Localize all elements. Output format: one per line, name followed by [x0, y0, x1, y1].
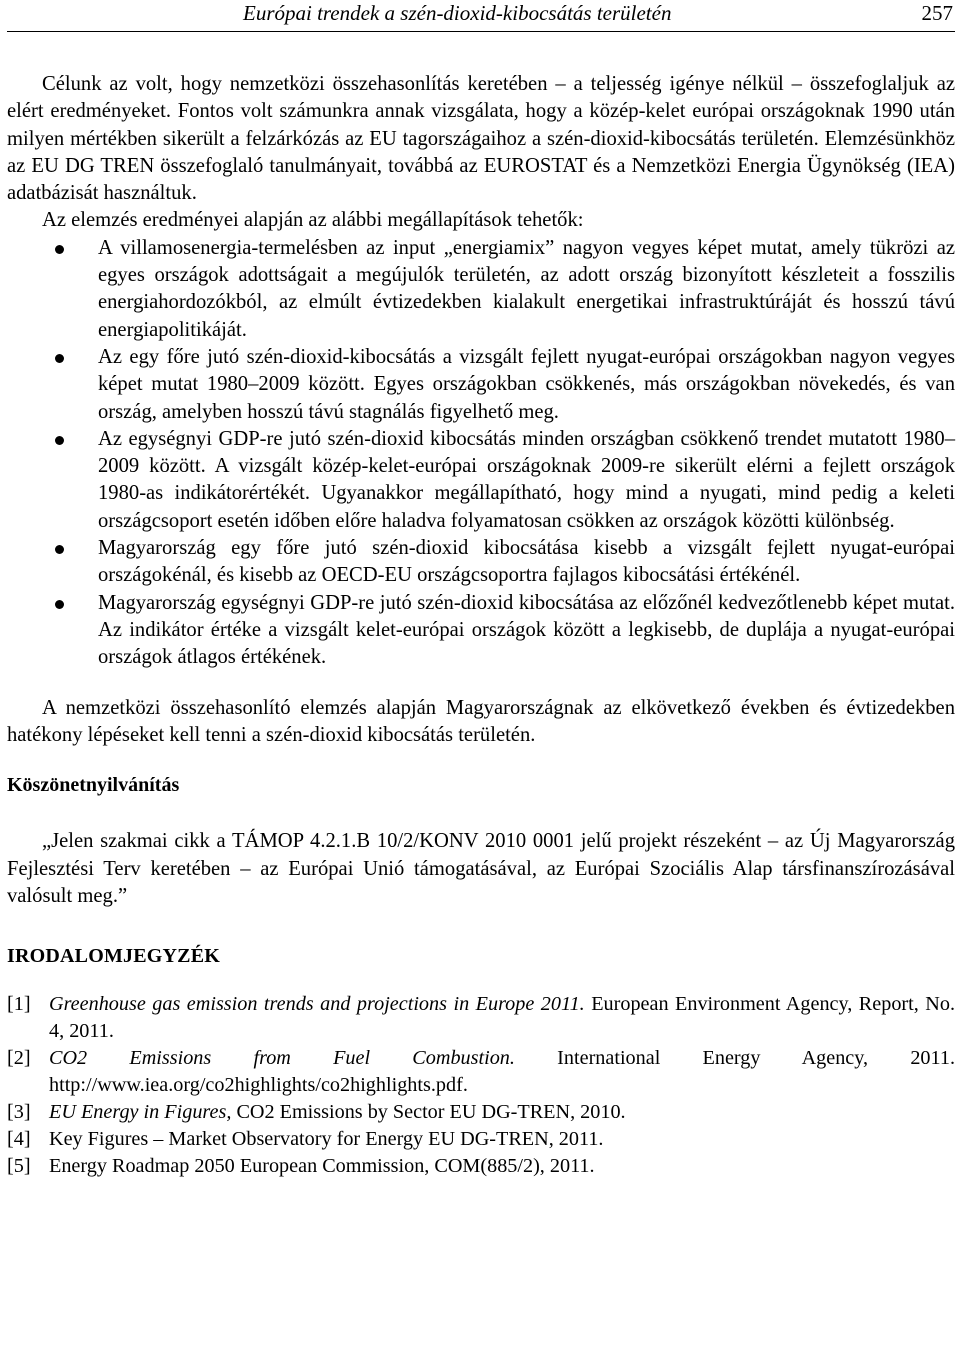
reference-number: [3] — [7, 1100, 31, 1123]
reference-details: International Energy Agency, 2011. http://www.iea.org/co2highlights/co2highlights.pdf. — [49, 1046, 955, 1096]
reference-details: CO2 Emissions by Sector EU DG-TREN, 2010. — [231, 1100, 626, 1123]
reference-details: European Environment Agency, Report, No. 4, 2011. — [49, 992, 955, 1042]
page — [7, 0, 955, 1180]
finding-text: Magyarország egy főre jutó szén-dioxid kibocsátása kisebb a vizsgált fejlett nyugat-európai országokénál, és kisebb az OECD-EU országcsoportra fajlagos kibocsátási értékénél. — [98, 537, 955, 587]
list-item — [7, 535, 955, 590]
bullet-icon — [55, 436, 64, 445]
reference-title: EU Energy in Figures, — [49, 1100, 232, 1123]
finding-text: A villamosenergia-termelésben az input „energiamix” nagyon vegyes képet mutat, amely tükrözi az egyes országok adottságait a megújulók területén, az adott ország bizonyított készleteit a fosszilis energiahordozókból, az elmúlt évtizedekben kialakult energetikai infrastruktúráját és hosszú távú energiapolitikáját. — [98, 236, 955, 341]
findings-list — [7, 235, 955, 672]
running-header — [7, 0, 955, 32]
acknowledgement-text: „Jelen szakmai cikk a TÁMOP 4.2.1.B 10/2/KONV 2010 0001 jelű projekt részeként – az Új Magyarország Fejlesztési Terv keretében – az Európai Unió támogatásával, az Európai Szociális Alap társfinanszírozásával valósult meg.” — [7, 830, 955, 908]
finding-text: Az egységnyi GDP-re jutó szén-dioxid kibocsátás minden országban csökkenő trendet mutatott 1980–2009 között. A vizsgált közép-kelet-európai országoknak 2009-re sikerült elérni a fejlett országok 1980-as indikátorértékét. Ugyanakkor megállapítható, hogy mind a nyugati, mind pedig a keleti országcsoport esetén időben előre haladva folyamatosan csökken az országok közötti különbség. — [98, 427, 955, 532]
bullet-icon — [55, 245, 64, 254]
summary-paragraph: A nemzetközi összehasonlító elemzés alapján Magyarországnak az elkövetkező években és évtizedekben hatékony lépéseket kell tenni a szén-dioxid kibocsátás területén. — [7, 696, 955, 746]
finding-text: Magyarország egységnyi GDP-re jutó szén-dioxid kibocsátása az előzőnél kedvezőtlenebb képet mutat. Az indikátor értéke a vizsgált kelet-európai országok között a legkisebb, de duplája a nyugat-európai országok átlagos értékének. — [98, 591, 955, 669]
article-body — [7, 71, 955, 1180]
reference-number: [5] — [7, 1154, 31, 1177]
reference-item — [7, 1045, 955, 1099]
reference-item — [7, 1126, 955, 1153]
page-number: 257 — [921, 1, 953, 25]
reference-number: [1] — [7, 992, 31, 1015]
findings-lead: Az elemzés eredményei alapján az alábbi megállapítások tehetők: — [42, 209, 584, 232]
reference-title: Greenhouse gas emission trends and projections in Europe 2011. — [49, 992, 585, 1015]
reference-details: Key Figures – Market Observatory for Energy EU DG-TREN, 2011. — [49, 1127, 604, 1150]
acknowledgement-heading: Köszönetnyilvánítás — [7, 774, 180, 797]
reference-number: [2] — [7, 1046, 31, 1069]
list-item — [7, 235, 955, 344]
reference-item — [7, 1153, 955, 1180]
references-list — [7, 991, 955, 1180]
list-item — [7, 426, 955, 535]
list-item — [7, 590, 955, 672]
reference-details: Energy Roadmap 2050 European Commission, COM(885/2), 2011. — [49, 1154, 595, 1177]
finding-text: Az egy főre jutó szén-dioxid-kibocsátás a vizsgált fejlett nyugat-európai országokban nagyon vegyes képet mutat 1980–2009 között. Egyes országokban csökkenés, más országokban növekedés, és van ország, amelyben hosszú távú stagnálás figyelhető meg. — [98, 345, 955, 423]
list-item — [7, 344, 955, 426]
reference-number: [4] — [7, 1127, 31, 1150]
bullet-icon — [55, 545, 64, 554]
intro-paragraph: Célunk az volt, hogy nemzetközi összehasonlítás keretében – a teljesség igénye nélkül – összefoglaljuk az elért eredményeket. Fontos volt számunkra annak vizsgálata, hogy a közép-kelet európai országoknak 1990 után milyen mértékben sikerült a felzárkózás az EU tagországaihoz a szén-dioxid-kibocsátás területén. Elemzésünkhöz az EU DG TREN összefoglaló tanulmányait, továbbá az EUROSTAT és a Nemzetközi Energia Ügynökség (IEA) adatbázisát használtuk. — [7, 73, 955, 205]
reference-title: CO2 Emissions from Fuel Combustion. — [49, 1046, 515, 1069]
reference-item — [7, 991, 955, 1045]
bullet-icon — [55, 354, 64, 363]
reference-item — [7, 1099, 955, 1126]
references-heading: IRODALOMJEGYZÉK — [7, 945, 221, 968]
bullet-icon — [55, 600, 64, 609]
running-title: Európai trendek a szén-dioxid-kibocsátás területén — [243, 1, 672, 25]
